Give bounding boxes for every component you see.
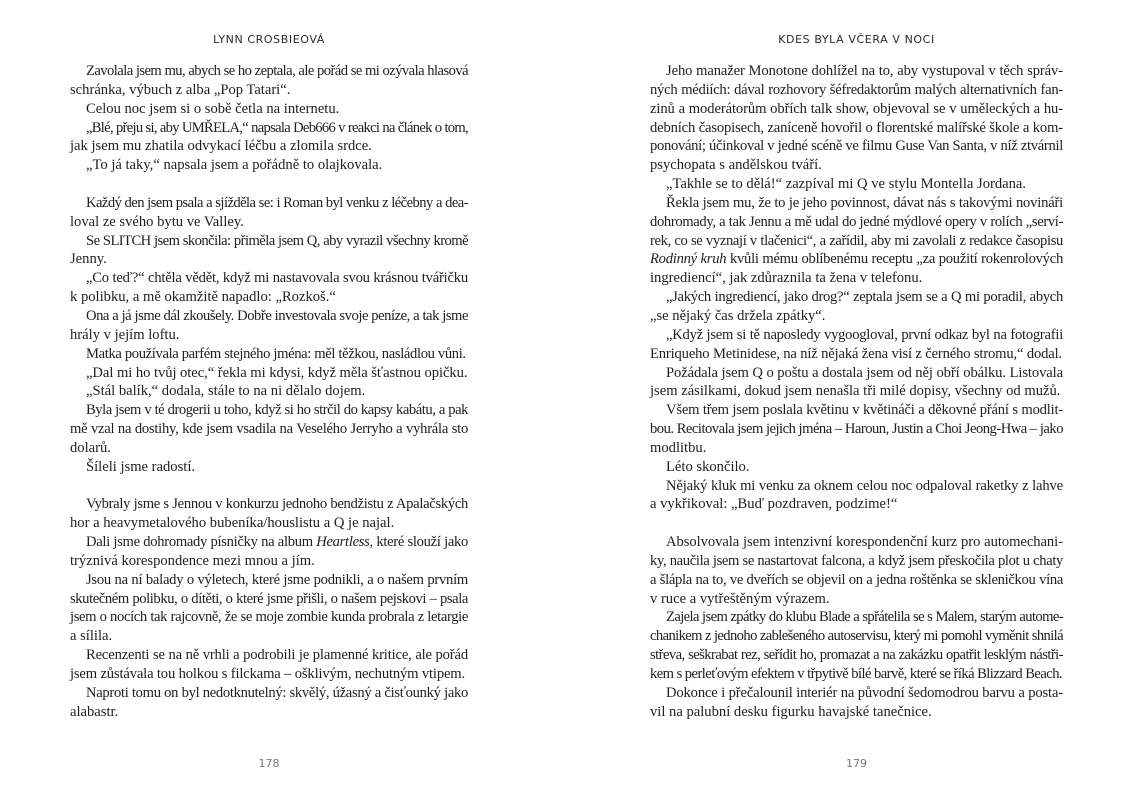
- text-line: Požádala jsem Q o poštu a dostala jsem od něj obří obálku. Listovala: [666, 364, 1063, 381]
- text-line: schránka, výbuch z alba „Pop Tatari“.: [70, 81, 291, 98]
- text-line: Ona a já jsme dál zkoušely. Dobře investovala svoje peníze, a tak jsme: [86, 307, 468, 324]
- paragraph: [70, 646, 468, 684]
- paragraph: [650, 477, 1063, 515]
- text-line: Jsou na ní balady o výletech, které jsme podnikli, a o našem prvním: [86, 571, 468, 588]
- text-line: loval ze svého bytu ve Valley.: [70, 213, 244, 230]
- text-line: jsem o nocích tak rajcovně, že se moje zombie kunda probrala z letargie: [70, 609, 468, 626]
- paragraph: [70, 62, 468, 100]
- text-segment: kvůli mému oblíbenému receptu „za použití rokenrolových: [726, 251, 1063, 268]
- paragraph: [70, 345, 468, 364]
- paragraph: [70, 100, 468, 119]
- body-text: [650, 62, 1063, 722]
- text-line: v ruce a vytřeštěným výrazem.: [650, 590, 830, 607]
- text-line: Jeho manažer Monotone dohlížel na to, aby vystupoval v těch správ-: [666, 63, 1063, 79]
- paragraph: [70, 684, 468, 722]
- paragraph: [70, 401, 468, 458]
- paragraph: [650, 684, 1063, 722]
- text-line: k polibku, a mě okamžitě napadlo: „Rozkoš.“: [70, 289, 336, 306]
- paragraph: [650, 62, 1063, 175]
- text-line: chanikem z jednoho zablešeného autoservisu, který mi pomohl vyměnit shnilá: [650, 628, 1063, 645]
- running-head-title: KDES BYLA VČERA V NOCI: [778, 33, 935, 46]
- text-line: Zavolala jsem mu, abych se ho zeptala, ale pořád se mi ozývala hlasová: [86, 63, 468, 79]
- text-line: Naproti tomu on byl nedotknutelný: skvělý, úžasný a čisťounký jako: [86, 684, 468, 701]
- paragraph: [70, 571, 468, 646]
- text-line: hor a heavymetalového bubeníka/houslistu a Q je najal.: [70, 515, 395, 532]
- page-number: 179: [846, 757, 867, 770]
- paragraph: [70, 495, 468, 533]
- text-line: a sílila.: [70, 628, 113, 645]
- text-line: Nějaký kluk mi venku za oknem celou noc odpaloval raketky z lahve: [666, 477, 1063, 494]
- text-line: bou. Recitovala jsem jejich jména – Haroun, Justin a Choi Jeong-Hwa – jako: [650, 421, 1063, 438]
- text-line: rek, co se vyznají v tlačenici“, a zařídil, aby mi zavolali z redakce časopisu: [650, 232, 1063, 249]
- text-line: „Takhle se to dělá!“ zazpíval mi Q ve stylu Montella Jordana.: [666, 176, 1027, 193]
- paragraph: [650, 608, 1063, 683]
- text-segment: Dali jsme dohromady písničky na album: [86, 534, 317, 551]
- paragraph: [70, 364, 468, 383]
- paragraph: [70, 382, 468, 401]
- paragraph: [70, 458, 468, 477]
- running-head-author: LYNN CROSBIEOVÁ: [213, 33, 325, 46]
- text-line: [650, 250, 1063, 269]
- body-text: [70, 62, 468, 722]
- text-line: Zajela jsem zpátky do klubu Blade a spřátelila se s Malem, starým autome-: [666, 609, 1063, 626]
- page-number: 178: [258, 757, 280, 770]
- text-line: Recenzenti se na ně vrhli a podrobili je plamenné kritice, ale pořád: [86, 647, 468, 664]
- text-line: ky, naučila jsem se nastartovat falcona, a když jsem přeskočila plot u chaty: [650, 552, 1063, 569]
- text-line: Každý den jsem psala a sjížděla se: i Roman byl venku z léčebny a dea-: [86, 194, 468, 211]
- text-line: Všem třem jsem poslala květinu v květináči a děkovné přání s modlit-: [666, 402, 1063, 419]
- text-line: „Blé, přeju si, aby UMŘELA,“ napsala Deb666 v reakci na článek o tom,: [86, 119, 468, 136]
- text-line: modlitbu.: [650, 439, 707, 456]
- text-line: trýznivá korespondence mezi mnou a jím.: [70, 552, 315, 569]
- text-line: alabastr.: [70, 703, 119, 720]
- paragraph: [70, 119, 468, 157]
- text-line: a vykřikoval: „Buď pozdraven, podzime!“: [650, 496, 898, 513]
- text-line: skutečném polibku, o dítěti, o které jsme přišli, o našem pejskovi – psala: [70, 590, 468, 607]
- italic-title: Rodinný kruh: [650, 251, 727, 268]
- text-line: debních časopisech, zaníceně hovořil o florentské malířské škole a kom-: [650, 119, 1063, 136]
- text-line: ponování; účinkoval v jedné scéně ve filmu Guse Van Santa, v níž ztvárnil: [650, 138, 1063, 155]
- paragraph: [650, 194, 1063, 288]
- paragraph: [650, 175, 1063, 194]
- text-line: Vybraly jsme s Jennou v konkurzu jednoho bendžistu z Apalačských: [86, 496, 468, 513]
- text-line: zinů a moderátorům obřích talk show, objevoval se v uměleckých a hu-: [650, 100, 1063, 117]
- text-line: „se nějaký čas držela zpátky“.: [650, 307, 826, 324]
- text-line: [70, 533, 468, 552]
- paragraph: [70, 194, 468, 232]
- text-line: dohromady, a tak Jennu a mě udal do jedné mýdlové opery v rolích „serví-: [650, 213, 1063, 230]
- text-line: ingrediencí“, jak zdůraznila ta žena v telefonu.: [650, 270, 923, 287]
- italic-title: Heartless: [316, 534, 370, 551]
- text-line: hrály v jejím loftu.: [70, 326, 180, 343]
- text-line: „To já taky,“ napsala jsem a pořádně to olajkovala.: [86, 157, 383, 174]
- text-line: kem s perleťovým efektem v třpytivě bílé barvě, které se říká Blizzard Beach.: [650, 666, 1063, 682]
- text-line: střeva, seškrabat rez, seřídit ho, promazat a na zakázku opatřit lesklým nástři-: [650, 647, 1063, 664]
- paragraph: [650, 533, 1063, 608]
- text-line: ných médiích: dával rozhovory šéfredaktorům malých alternativních fan-: [650, 81, 1063, 98]
- paragraph: [650, 458, 1063, 477]
- text-line: Enriqueho Metinidese, na níž nějaká žena visí z černého stromu,“ dodal.: [650, 345, 1063, 362]
- paragraph: [70, 269, 468, 307]
- text-line: „Dal mi ho tvůj otec,“ řekla mi kdysi, když měla šťastnou opičku.: [86, 364, 468, 381]
- text-line: a šlápla na to, ve dveřích se objevil on a jedna roštěnka se skleničkou vína: [650, 571, 1063, 588]
- text-line: jak jsem mu zhatila odvykací léčbu a zlomila srdce.: [70, 138, 372, 155]
- paragraph: [650, 401, 1063, 458]
- text-line: „Když jsem si tě naposledy vygoogloval, první odkaz byl na fotografii: [666, 326, 1063, 343]
- text-line: jsem zůstávala tou holkou s filckama – ošklivým, nechutným vtipem.: [70, 666, 466, 682]
- text-line: „Stál balík,“ dodala, stále to na ni dělalo dojem.: [86, 383, 366, 400]
- paragraph: [70, 307, 468, 345]
- text-line: jsem zásilkami, dokud jsem nenašla tři milé dopisy, všechny od mužů.: [650, 383, 1061, 400]
- text-line: Šíleli jsme radostí.: [86, 458, 196, 475]
- paragraph: [650, 364, 1063, 402]
- text-line: Řekla jsem mu, že to je jeho povinnost, dávat nás s takovými novináři: [666, 194, 1063, 211]
- text-line: Se SLITCH jsem skončila: přiměla jsem Q, aby vyrazil všechny kromě: [86, 232, 468, 249]
- text-line: Celou noc jsem si o sobě četla na internetu.: [86, 100, 340, 117]
- text-line: mě vzal na dostihy, kde jsem vsadila na Veselého Jerryho a vyhrála sto: [70, 421, 468, 438]
- text-line: Léto skončilo.: [666, 458, 750, 475]
- paragraph: [70, 232, 468, 270]
- paragraph: [650, 326, 1063, 364]
- paragraph: [70, 156, 468, 175]
- text-line: Jenny.: [70, 251, 107, 268]
- text-line: psychopata s andělskou tváří.: [650, 157, 822, 174]
- text-line: „Jakých ingrediencí, jako drog?“ zeptala jsem se a Q mi poradil, abych: [666, 289, 1063, 306]
- text-line: dolarů.: [70, 439, 111, 456]
- paragraph: [70, 533, 468, 571]
- text-segment: , které slouží jako: [369, 534, 469, 551]
- paragraph: [650, 288, 1063, 326]
- text-line: Dokonce i přečalounil interiér na původní šedomodrou barvu a posta-: [666, 684, 1063, 701]
- left-page: [70, 0, 468, 800]
- text-line: vil na palubní desku figurku havajské tanečnice.: [650, 703, 932, 720]
- text-line: „Co teď?“ chtěla vědět, když mi nastavovala svou krásnou tvářičku: [86, 270, 468, 287]
- right-page: [650, 0, 1063, 800]
- text-line: Matka používala parfém stejného jména: měl těžkou, nasládlou vůni.: [86, 345, 466, 362]
- text-line: Absolvovala jsem intenzivní korespondenční kurz pro automechani-: [666, 534, 1063, 551]
- text-line: Byla jsem v té drogerii u toho, když si ho strčil do kapsy kabátu, a pak: [86, 402, 468, 419]
